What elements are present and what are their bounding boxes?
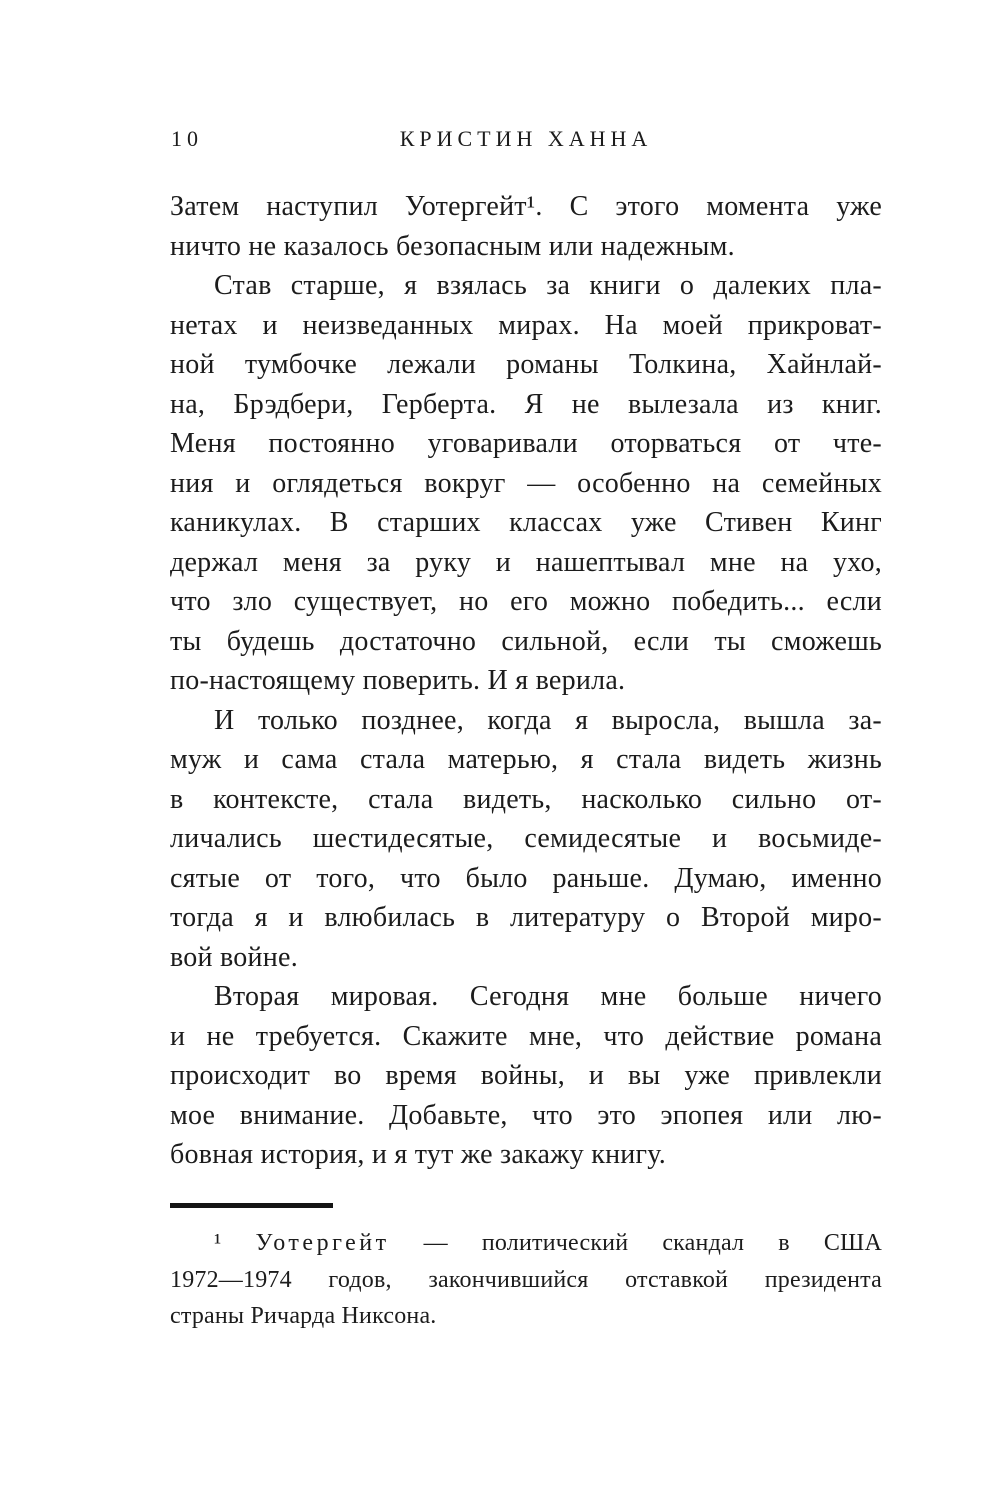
- text-line: держал меня за руку и нашептывал мне на ухо,: [170, 546, 882, 578]
- running-title: КРИСТИН ХАННА: [399, 126, 653, 151]
- text-line: ния и оглядеться вокруг — особенно на семейных: [170, 467, 882, 499]
- text-line: бовная история, и я тут же закажу книгу.: [170, 1139, 666, 1170]
- footnote-lines: [170, 1225, 882, 1335]
- footnote-line: 1972—1974 годов, закончившийся отставкой президента: [170, 1266, 882, 1293]
- footnote: [170, 1203, 882, 1335]
- text-line: Затем наступил Уотергейт¹. С этого момента уже: [170, 191, 882, 222]
- text-line: И только позднее, когда я выросла, вышла за-: [214, 704, 882, 736]
- footnote-marker: ¹: [214, 1230, 222, 1256]
- page-header: [170, 126, 882, 152]
- text-line: и не требуется. Скажите мне, что действие романа: [170, 1020, 882, 1052]
- page-number: 10: [171, 126, 203, 151]
- text-line: Меня постоянно уговаривали оторваться от чте-: [170, 428, 882, 459]
- text-line: что зло существует, но его можно победить... если: [170, 586, 882, 617]
- text-line: сятые от того, что было раньше. Думаю, именно: [170, 862, 882, 894]
- text-line: Вторая мировая. Сегодня мне больше ничего: [214, 981, 882, 1012]
- footnote-line-rest: — политический скандал в США: [423, 1230, 882, 1256]
- text-line: на, Брэдбери, Герберта. Я не вылезала из книг.: [170, 388, 882, 420]
- text-line: нетах и неизведанных мирах. На моей прикроват-: [170, 309, 882, 341]
- text-line: происходит во время войны, и вы уже привлекли: [170, 1060, 882, 1091]
- page-content: [170, 0, 882, 1496]
- text-line: в контексте, стала видеть, насколько сильно от-: [170, 783, 882, 815]
- text-line: ничто не казалось безопасным или надежным.: [170, 230, 735, 262]
- text-line: ной тумбочке лежали романы Толкина, Хайнлай-: [170, 349, 882, 380]
- body-text: [170, 187, 882, 1175]
- footnote-line: страны Ричарда Никсона.: [170, 1303, 437, 1329]
- footnote-line: [170, 1225, 882, 1262]
- footnote-term: Уотергейт: [255, 1230, 390, 1256]
- text-line: вой войне.: [170, 941, 298, 973]
- text-line: по-настоящему поверить. И я верила.: [170, 665, 626, 696]
- text-line: личались шестидесятые, семидесятые и восьмиде-: [170, 823, 882, 854]
- text-line: каникулах. В старших классах уже Стивен Кинг: [170, 507, 882, 538]
- footnote-separator: [170, 1203, 333, 1208]
- text-line: ты будешь достаточно сильной, если ты сможешь: [170, 625, 882, 657]
- text-line: мое внимание. Добавьте, что это эпопея или лю-: [170, 1099, 882, 1131]
- text-line: тогда я и влюбилась в литературу о Второй миро-: [170, 902, 882, 933]
- text-line: муж и сама стала матерью, я стала видеть жизнь: [170, 744, 882, 775]
- text-line: Став старше, я взялась за книги о далеких пла-: [214, 270, 882, 301]
